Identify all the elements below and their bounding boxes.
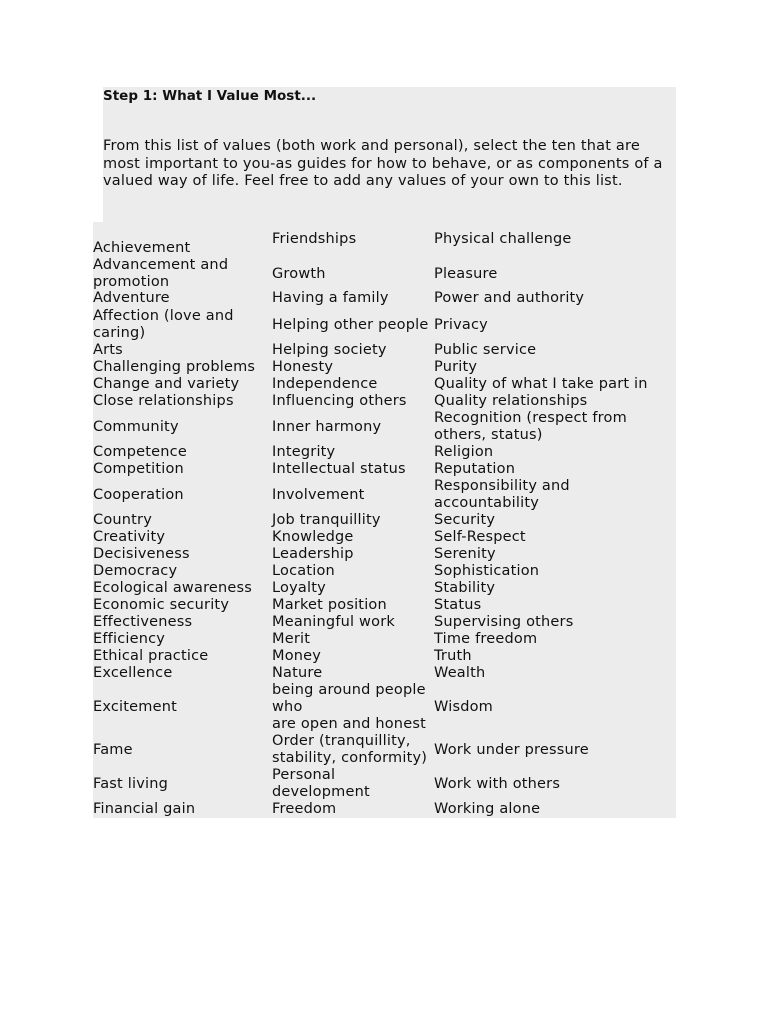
value-left: Advancement and promotion: [93, 257, 229, 290]
value-middle: Order (tranquillity, stability, conformity): [272, 733, 428, 766]
value-left: Excitement: [93, 699, 178, 715]
value-right: Status: [434, 597, 482, 613]
value-right: Work under pressure: [434, 742, 589, 758]
value-right: Public service: [434, 342, 537, 358]
value-right: Work with others: [434, 776, 561, 792]
value-middle: Market position: [272, 597, 387, 613]
value-right: Purity: [434, 359, 478, 375]
value-left: Financial gain: [93, 801, 196, 817]
value-middle: Loyalty: [272, 580, 326, 596]
value-right: Time freedom: [434, 631, 538, 647]
page-title: Step 1: What I Value Most...: [103, 88, 317, 104]
value-left: Efficiency: [93, 631, 166, 647]
value-middle: Leadership: [272, 546, 354, 562]
value-right: Pleasure: [434, 266, 498, 282]
value-right: Wealth: [434, 665, 486, 681]
value-right: Power and authority: [434, 290, 585, 306]
value-right: Working alone: [434, 801, 541, 817]
value-right: Self-Respect: [434, 529, 526, 545]
value-right: Quality relationships: [434, 393, 588, 409]
value-middle: Independence: [272, 376, 378, 392]
value-middle: Helping society: [272, 342, 387, 358]
value-left: Country: [93, 512, 153, 528]
value-middle: Personal development: [272, 767, 370, 800]
value-left: Competition: [93, 461, 184, 477]
value-left: Creativity: [93, 529, 166, 545]
value-right: Responsibility and accountability: [434, 478, 570, 511]
value-middle: Meaningful work: [272, 614, 395, 630]
value-left: Excellence: [93, 665, 173, 681]
value-left: Fame: [93, 742, 133, 758]
value-middle: Merit: [272, 631, 311, 647]
value-middle: Friendships: [272, 231, 357, 247]
value-right: Sophistication: [434, 563, 540, 579]
value-left: Decisiveness: [93, 546, 190, 562]
value-right: Recognition (respect from others, status): [434, 410, 627, 443]
value-right: Serenity: [434, 546, 496, 562]
value-middle: Freedom: [272, 801, 337, 817]
value-right: Physical challenge: [434, 231, 572, 247]
value-left: Democracy: [93, 563, 178, 579]
value-middle: Money: [272, 648, 322, 664]
value-middle: being around people who are open and honest: [272, 682, 426, 732]
value-middle: Location: [272, 563, 335, 579]
value-left: Community: [93, 419, 179, 435]
value-middle: Nature: [272, 665, 323, 681]
value-left: Ethical practice: [93, 648, 209, 664]
value-right: Quality of what I take part in: [434, 376, 648, 392]
value-right: Reputation: [434, 461, 516, 477]
value-middle: Intellectual status: [272, 461, 406, 477]
value-right: Security: [434, 512, 496, 528]
value-middle: Job tranquillity: [272, 512, 381, 528]
value-left: Economic security: [93, 597, 230, 613]
value-middle: Honesty: [272, 359, 334, 375]
value-left: Arts: [93, 342, 123, 358]
value-left: Challenging problems: [93, 359, 256, 375]
value-left: Ecological awareness: [93, 580, 253, 596]
value-left: Cooperation: [93, 487, 184, 503]
value-middle: Inner harmony: [272, 419, 382, 435]
value-left: Affection (love and caring): [93, 308, 234, 341]
value-middle: Influencing others: [272, 393, 407, 409]
value-left: Close relationships: [93, 393, 234, 409]
value-middle: Growth: [272, 266, 326, 282]
value-left: Effectiveness: [93, 614, 193, 630]
intro-paragraph: From this list of values (both work and personal), select the ten that are most important to you-as guides for how to behave, or as components of a valued way of life. Feel free to add any values of your own to this list.: [103, 138, 663, 189]
value-right: Religion: [434, 444, 494, 460]
value-middle: Knowledge: [272, 529, 354, 545]
value-right: Truth: [434, 648, 472, 664]
value-middle: Integrity: [272, 444, 336, 460]
panel-notch: [93, 87, 103, 222]
value-right: Supervising others: [434, 614, 574, 630]
value-right: Stability: [434, 580, 496, 596]
value-middle: Helping other people: [272, 317, 429, 333]
value-left: Achievement: [93, 240, 191, 256]
value-left: Change and variety: [93, 376, 240, 392]
value-left: Competence: [93, 444, 187, 460]
value-right: Privacy: [434, 317, 488, 333]
value-right: Wisdom: [434, 699, 494, 715]
value-left: Fast living: [93, 776, 169, 792]
value-middle: Involvement: [272, 487, 365, 503]
value-left: Adventure: [93, 290, 170, 306]
value-middle: Having a family: [272, 290, 389, 306]
